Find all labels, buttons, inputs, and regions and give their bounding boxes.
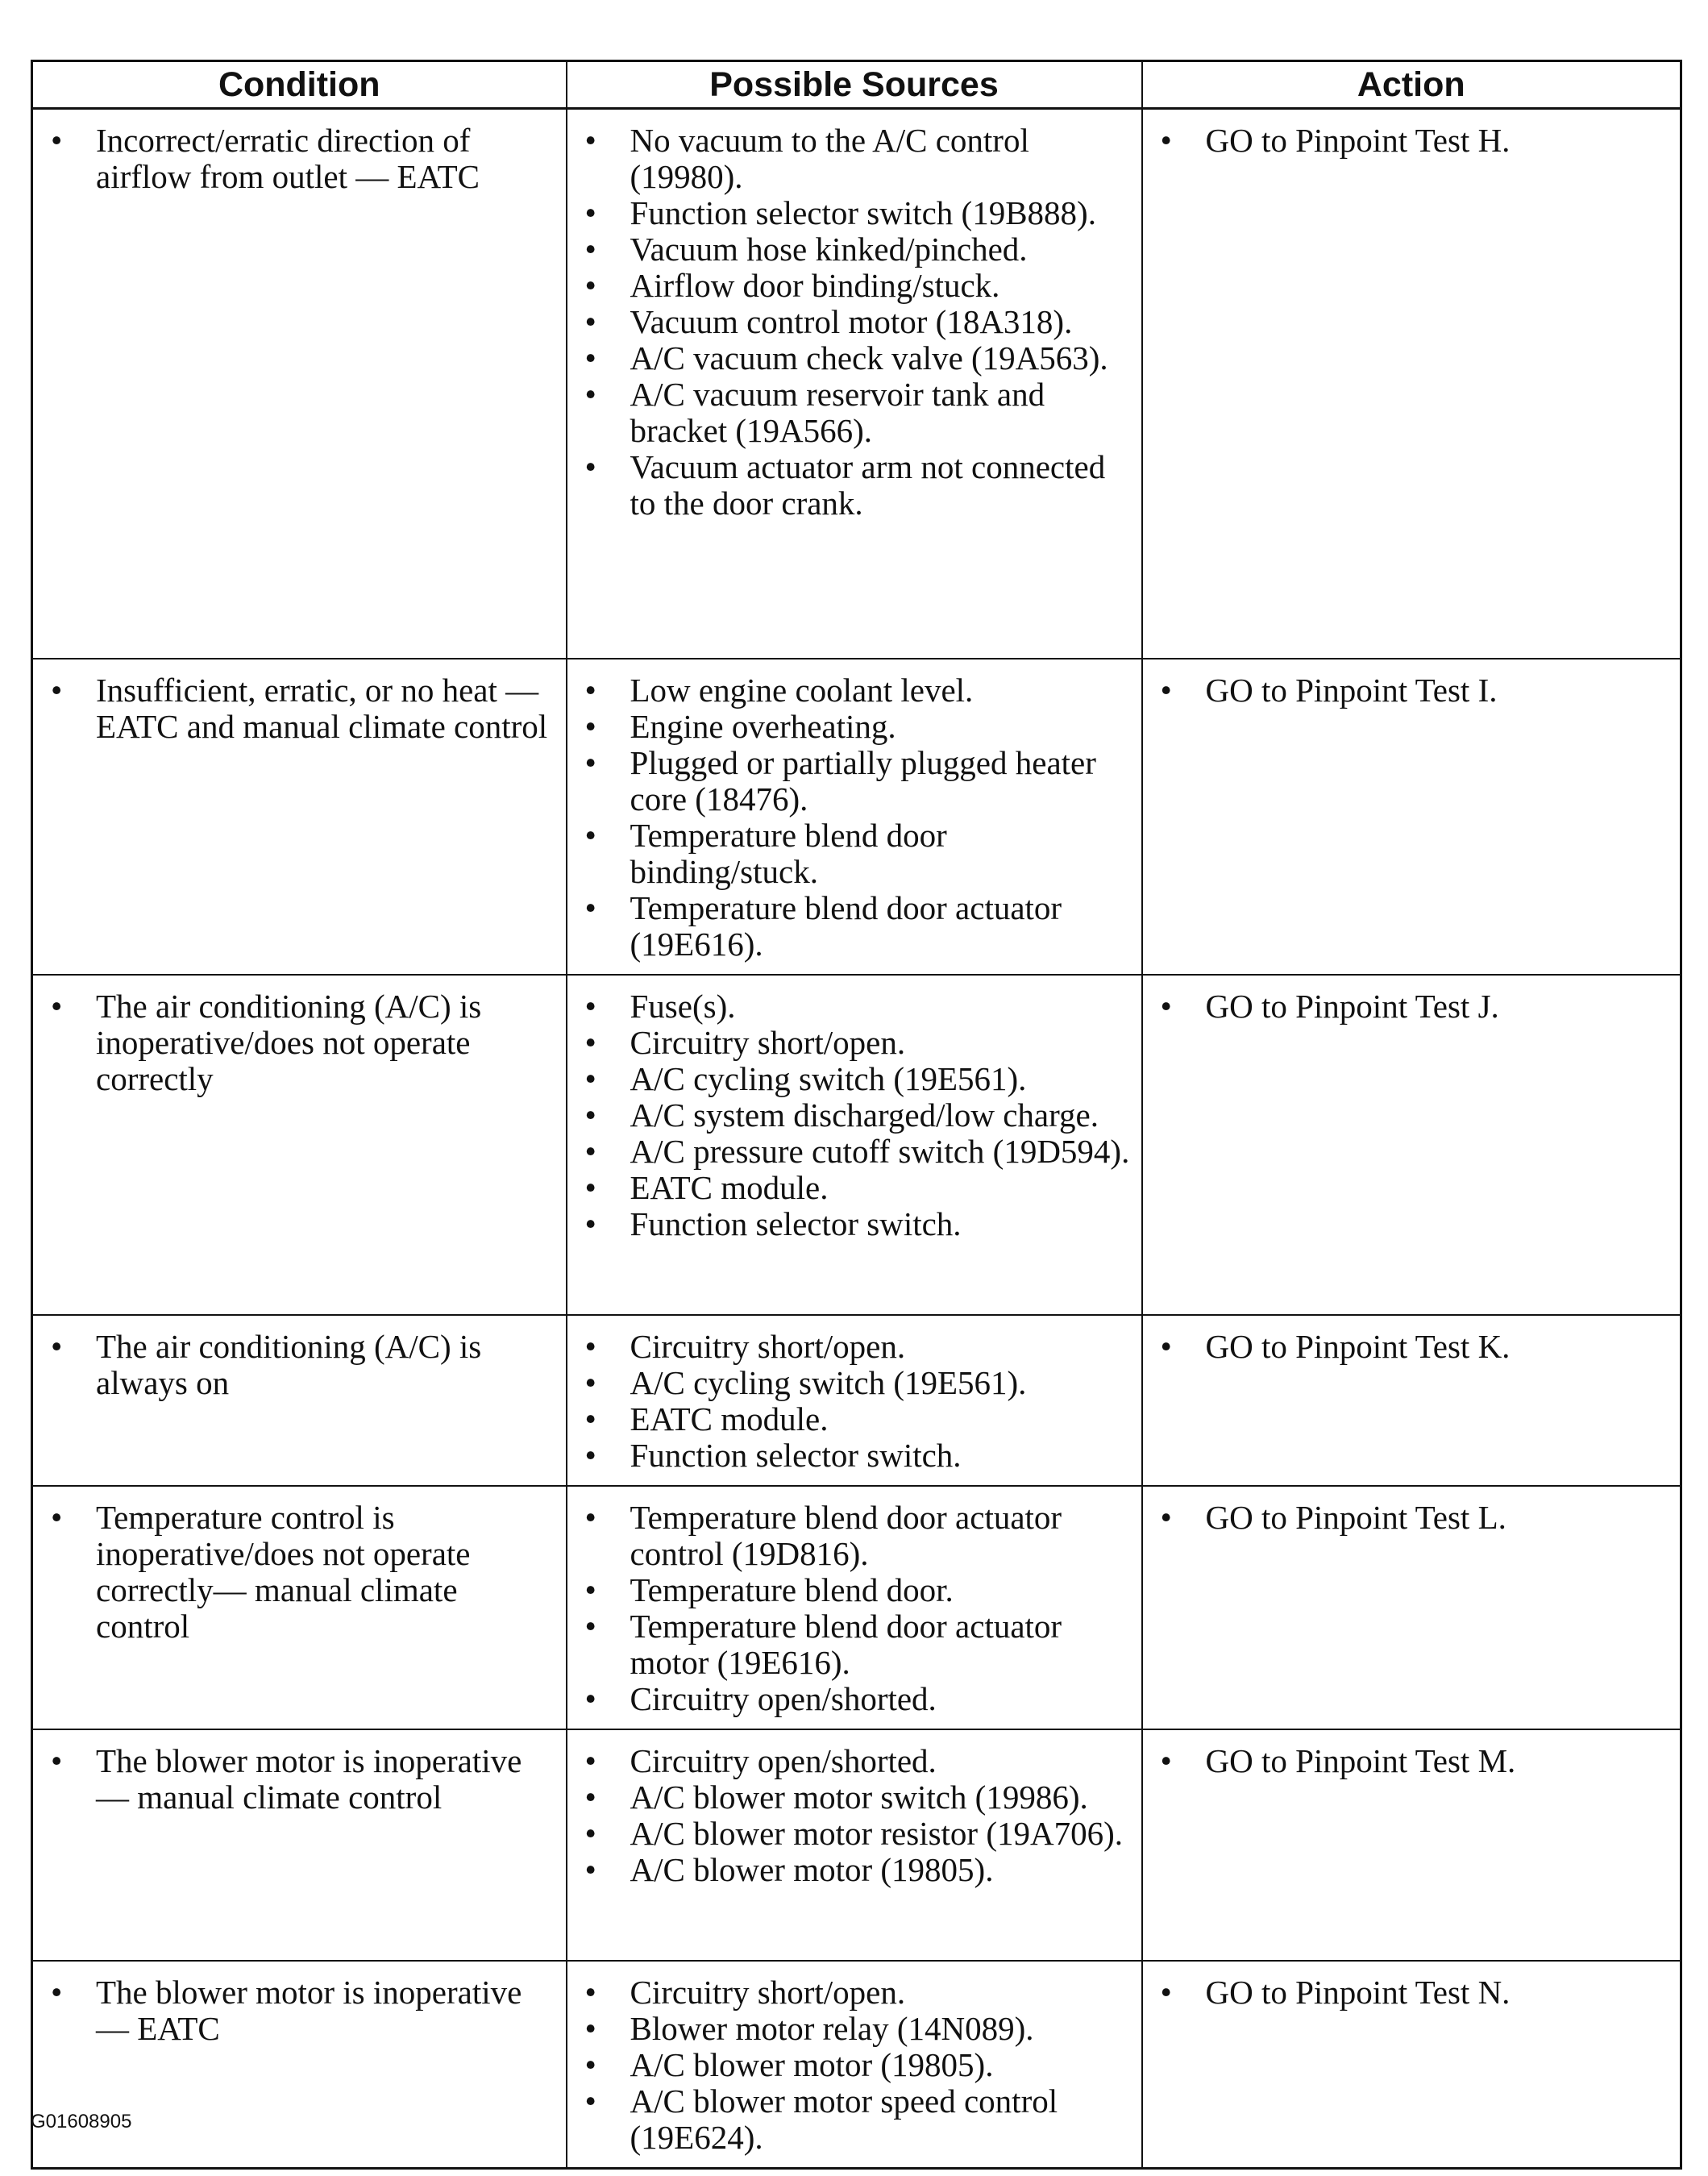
action-cell xyxy=(1142,1315,1681,1486)
source-item: • Low engine coolant level. xyxy=(567,672,1130,709)
source-item: • Temperature blend door. xyxy=(567,1572,1130,1608)
condition-cell xyxy=(32,1486,567,1729)
source-item: • EATC module. xyxy=(567,1401,1130,1437)
figure-id: G01608905 xyxy=(31,2111,132,2132)
source-item: • Circuitry open/shorted. xyxy=(567,1681,1130,1717)
source-item: • Airflow door binding/stuck. xyxy=(567,268,1130,304)
source-item: • Vacuum control motor (18A318). xyxy=(567,304,1130,340)
source-item: • Circuitry short/open. xyxy=(567,1974,1130,2011)
action-cell xyxy=(1142,975,1681,1315)
table-row xyxy=(32,109,1681,659)
source-item: • A/C cycling switch (19E561). xyxy=(567,1365,1130,1401)
source-item: • Vacuum hose kinked/pinched. xyxy=(567,231,1130,268)
header-action: Action xyxy=(1142,61,1681,109)
table-row xyxy=(32,1961,1681,2169)
source-item: • Engine overheating. xyxy=(567,709,1130,745)
action-cell xyxy=(1142,1486,1681,1729)
header-possible-sources: Possible Sources xyxy=(567,61,1142,109)
source-item: • A/C vacuum reservoir tank and bracket (19A566). xyxy=(567,377,1130,449)
source-item: • Temperature blend door actuator motor (19E616). xyxy=(567,1608,1130,1681)
source-item: • Fuse(s). xyxy=(567,988,1130,1025)
source-item: • Temperature blend door actuator (19E616). xyxy=(567,890,1130,963)
condition-text: • Temperature control is inoperative/does not operate correctly— manual climate control xyxy=(33,1500,555,1645)
condition-cell xyxy=(32,659,567,975)
condition-cell xyxy=(32,1961,567,2169)
source-item: • A/C pressure cutoff switch (19D594). xyxy=(567,1134,1130,1170)
action-text: • GO to Pinpoint Test J. xyxy=(1143,988,1669,1025)
table-body xyxy=(32,109,1681,2169)
source-item: • A/C blower motor (19805). xyxy=(567,1852,1130,1888)
source-item: • A/C blower motor speed control (19E624). xyxy=(567,2083,1130,2156)
source-item: • Function selector switch. xyxy=(567,1206,1130,1242)
action-cell xyxy=(1142,1729,1681,1961)
source-item: • Circuitry short/open. xyxy=(567,1329,1130,1365)
source-item: • Temperature blend door actuator control (19D816). xyxy=(567,1500,1130,1572)
sources-cell xyxy=(567,1486,1142,1729)
condition-text: • The blower motor is inoperative — EATC xyxy=(33,1974,555,2047)
condition-cell xyxy=(32,1315,567,1486)
source-item: • No vacuum to the A/C control (19980). xyxy=(567,123,1130,195)
source-item: • Function selector switch. xyxy=(567,1437,1130,1474)
table-row xyxy=(32,1486,1681,1729)
sources-cell xyxy=(567,1961,1142,2169)
condition-cell xyxy=(32,1729,567,1961)
table-row xyxy=(32,975,1681,1315)
source-item: • Plugged or partially plugged heater core (18476). xyxy=(567,745,1130,818)
action-text: • GO to Pinpoint Test M. xyxy=(1143,1743,1669,1779)
source-item: • Blower motor relay (14N089). xyxy=(567,2011,1130,2047)
action-text: • GO to Pinpoint Test L. xyxy=(1143,1500,1669,1536)
source-item: • A/C system discharged/low charge. xyxy=(567,1097,1130,1134)
action-text: • GO to Pinpoint Test N. xyxy=(1143,1974,1669,2011)
source-item: • A/C blower motor switch (19986). xyxy=(567,1779,1130,1816)
action-cell xyxy=(1142,109,1681,659)
diagnosis-table xyxy=(31,60,1682,2170)
condition-text: • Incorrect/erratic direction of airflow from outlet — EATC xyxy=(33,123,555,195)
source-item: • Temperature blend door binding/stuck. xyxy=(567,818,1130,890)
source-item: • A/C blower motor resistor (19A706). xyxy=(567,1816,1130,1852)
source-item: • EATC module. xyxy=(567,1170,1130,1206)
table-row xyxy=(32,1315,1681,1486)
condition-cell xyxy=(32,975,567,1315)
header-row xyxy=(32,61,1681,109)
source-item: • Circuitry open/shorted. xyxy=(567,1743,1130,1779)
sources-cell xyxy=(567,1315,1142,1486)
condition-text: • The blower motor is inoperative — manual climate control xyxy=(33,1743,555,1816)
source-item: • A/C vacuum check valve (19A563). xyxy=(567,340,1130,377)
action-text: • GO to Pinpoint Test I. xyxy=(1143,672,1669,709)
action-text: • GO to Pinpoint Test K. xyxy=(1143,1329,1669,1365)
condition-text: • Insufficient, erratic, or no heat — EATC and manual climate control xyxy=(33,672,555,745)
sources-cell xyxy=(567,659,1142,975)
sources-cell xyxy=(567,975,1142,1315)
source-item: • A/C blower motor (19805). xyxy=(567,2047,1130,2083)
source-item: • Function selector switch (19B888). xyxy=(567,195,1130,231)
source-item: • Vacuum actuator arm not connected to the door crank. xyxy=(567,449,1130,522)
header-condition: Condition xyxy=(32,61,567,109)
table-row xyxy=(32,659,1681,975)
table-row xyxy=(32,1729,1681,1961)
action-text: • GO to Pinpoint Test H. xyxy=(1143,123,1669,159)
condition-cell xyxy=(32,109,567,659)
action-cell xyxy=(1142,1961,1681,2169)
source-item: • A/C cycling switch (19E561). xyxy=(567,1061,1130,1097)
action-cell xyxy=(1142,659,1681,975)
sources-cell xyxy=(567,109,1142,659)
condition-text: • The air conditioning (A/C) is always on xyxy=(33,1329,555,1401)
sources-cell xyxy=(567,1729,1142,1961)
source-item: • Circuitry short/open. xyxy=(567,1025,1130,1061)
condition-text: • The air conditioning (A/C) is inoperative/does not operate correctly xyxy=(33,988,555,1097)
